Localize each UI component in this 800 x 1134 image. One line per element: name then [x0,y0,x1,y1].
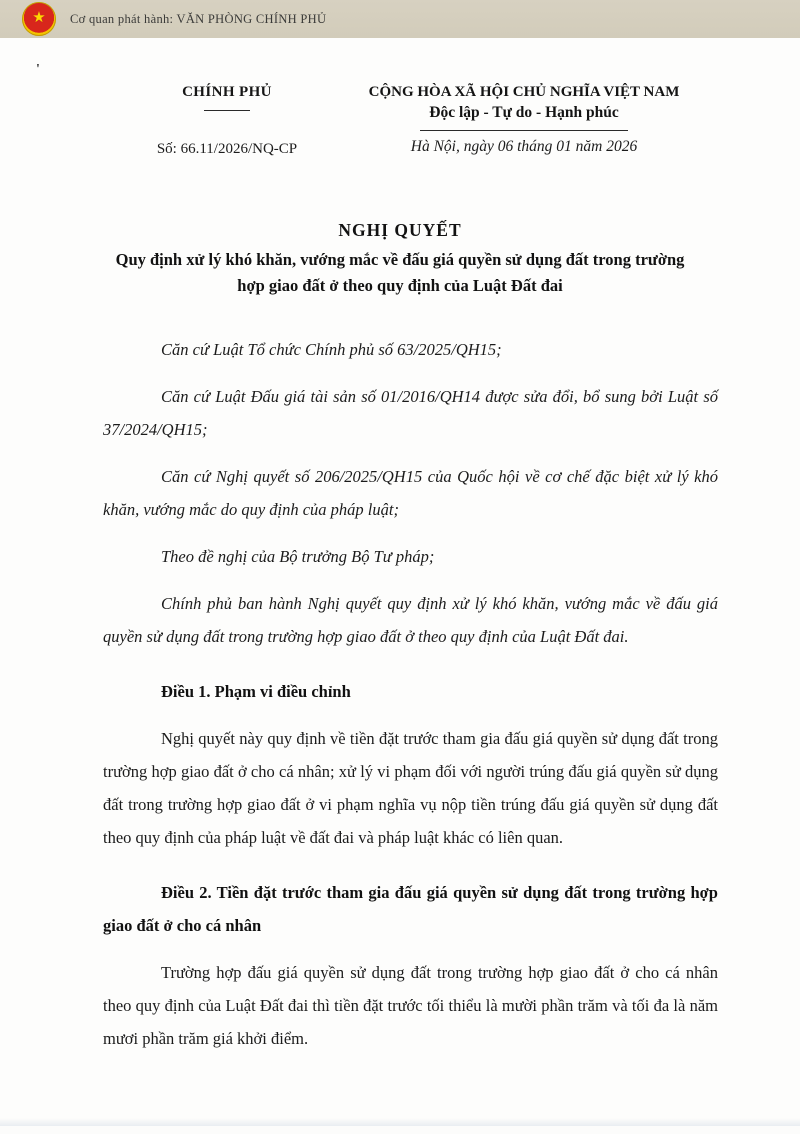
preamble-paragraph: Theo đề nghị của Bộ trưởng Bộ Tư pháp; [161,547,435,566]
vietnam-national-emblem-icon [22,2,56,36]
document-header [0,38,800,158]
preamble-paragraph: Căn cứ Luật Tổ chức Chính phủ số 63/2025/QH15; [161,340,502,359]
preamble-paragraph: Chính phủ ban hành Nghị quyết quy định xử lý khó khăn, vướng mắc về đấu giá quyền sử dụng đất trong trường hợp giao đất ở theo quy định của Luật Đất đai. [103,594,718,646]
document-number: Số: 66.11/2026/NQ-CP [156,141,298,157]
viewer-topbar [0,0,800,38]
national-motto-line2: Độc lập - Tự do - Hạnh phúc [429,104,619,121]
scanned-document-page [0,38,800,1126]
star-icon: ★ [32,9,46,26]
national-motto-line1: CỘNG HÒA XÃ HỘI CHỦ NGHĨA VIỆT NAM [368,84,680,100]
document-subtitle: Quy định xử lý khó khăn, vướng mắc về đấu giá quyền sử dụng đất trong trường hợp giao đất ở theo quy định của Luật Đất đai [115,250,685,295]
article-2-heading: Điều 2. Tiền đặt trước tham gia đấu giá quyền sử dụng đất trong trường hợp giao đất ở cho cá nhân [103,883,718,935]
agency-name: CHÍNH PHỦ [182,84,272,100]
scan-artifact-mark: ' [36,62,40,77]
motto-underline [420,130,628,131]
header-right-column [326,84,722,158]
agency-underline [204,110,250,111]
issuer-label: Cơ quan phát hành: VĂN PHÒNG CHÍNH PHỦ [70,11,327,26]
document-body [103,333,718,1055]
preamble-paragraph: Căn cứ Nghị quyết số 206/2025/QH15 của Quốc hội về cơ chế đặc biệt xử lý khó khăn, vướng mắc do quy định của pháp luật; [103,467,718,519]
article-2-body: Trường hợp đấu giá quyền sử dụng đất trong trường hợp giao đất ở cho cá nhân theo quy định của Luật Đất đai thì tiền đặt trước tối thiểu là mười phần trăm và tối đa là năm mươi phần trăm giá khởi điểm. [103,963,718,1048]
header-left-column [128,84,326,158]
title-block [0,220,800,299]
article-1-heading: Điều 1. Phạm vi điều chỉnh [161,682,351,701]
article-1-body: Nghị quyết này quy định về tiền đặt trước tham gia đấu giá quyền sử dụng đất trong trường hợp giao đất ở cho cá nhân; xử lý vi phạm đối với người trúng đấu giá quyền sử dụng đất trong trường hợp giao đất ở vi phạm nghĩa vụ nộp tiền trúng đấu giá quyền sử dụng đất theo quy định của pháp luật về đất đai và pháp luật khác có liên quan. [103,729,718,847]
document-title: NGHỊ QUYẾT [338,220,462,240]
page-bottom-shadow [0,1118,800,1126]
place-and-date: Hà Nội, ngày 06 tháng 01 năm 2026 [410,138,638,155]
preamble-paragraph: Căn cứ Luật Đấu giá tài sản số 01/2016/QH14 được sửa đổi, bổ sung bởi Luật số 37/2024/QH15; [103,387,718,439]
